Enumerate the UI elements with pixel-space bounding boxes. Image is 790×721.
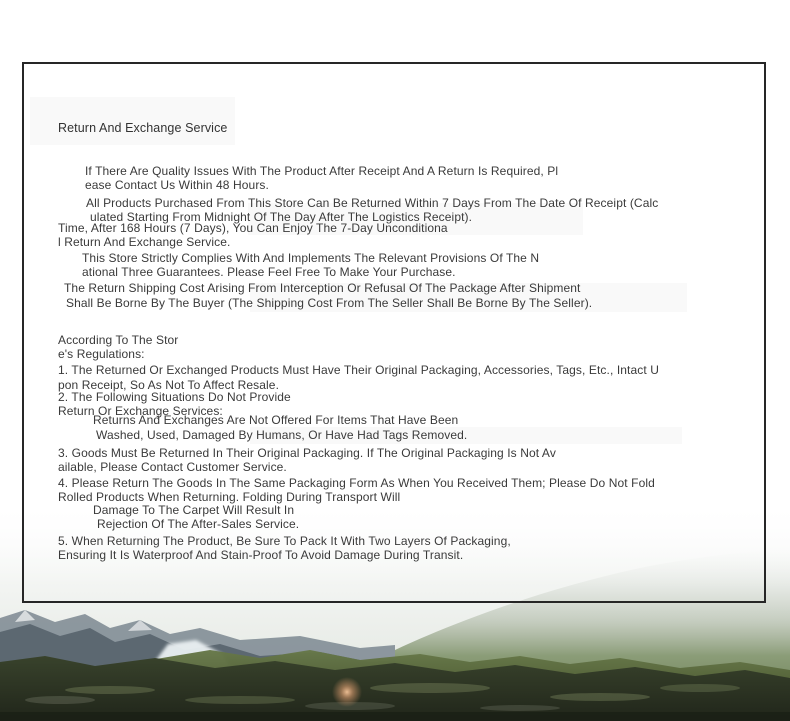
policy-line: 4. Please Return The Goods In The Same Packaging Form As When You Received Them; Please Do Not Fold [58,476,655,490]
policy-line: ailable, Please Contact Customer Service. [58,460,287,474]
policy-line: e's Regulations: [58,347,145,361]
policy-line: Returns And Exchanges Are Not Offered For Items That Have Been [93,413,459,427]
policy-line: The Return Shipping Cost Arising From Interception Or Refusal Of The Package After Shipment [64,281,581,295]
policy-line: Shall Be Borne By The Buyer (The Shipping Cost From The Seller Shall Be Borne By The Seller). [66,296,593,310]
policy-line: ulated Starting From Midnight Of The Day After The Logistics Receipt). [90,210,473,224]
policy-line: 3. Goods Must Be Returned In Their Original Packaging. If The Original Packaging Is Not Av [58,446,556,460]
policy-line: Ensuring It Is Waterproof And Stain-Proof To Avoid Damage During Transit. [58,548,464,562]
policy-line: All Products Purchased From This Store Can Be Returned Within 7 Days From The Date Of Receipt (Calc [86,196,659,210]
policy-line: This Store Strictly Complies With And Implements The Relevant Provisions Of The N [82,251,540,265]
policy-line: Damage To The Carpet Will Result In [93,503,295,517]
policy-line: Washed, Used, Damaged By Humans, Or Have Had Tags Removed. [96,428,468,442]
policy-line: pon Receipt, So As Not To Affect Resale. [58,378,280,392]
policy-line: Return Or Exchange Services: [58,404,223,418]
policy-line: According To The Stor [58,333,179,347]
policy-line: ational Three Guarantees. Please Feel Free To Make Your Purchase. [82,265,456,279]
policy-line: l Return And Exchange Service. [58,235,231,249]
policy-line: 2. The Following Situations Do Not Provide [58,390,291,404]
lens-flare [332,677,362,707]
policy-line: Rolled Products When Returning. Folding During Transport Will [58,490,401,504]
policy-line: 5. When Returning The Product, Be Sure To Pack It With Two Layers Of Packaging, [58,534,511,548]
bottom-shadow [0,712,790,721]
policy-line: Rejection Of The After-Sales Service. [97,517,300,531]
policy-line: ease Contact Us Within 48 Hours. [85,178,269,192]
policy-title: Return And Exchange Service [58,121,228,135]
policy-line: If There Are Quality Issues With The Product After Receipt And A Return Is Required, Pl [85,164,559,178]
policy-line: 1. The Returned Or Exchanged Products Must Have Their Original Packaging, Accessories, Tags, Etc., Intact U [58,363,659,377]
policy-line: Time, After 168 Hours (7 Days), You Can Enjoy The 7-Day Unconditiona [58,221,448,235]
